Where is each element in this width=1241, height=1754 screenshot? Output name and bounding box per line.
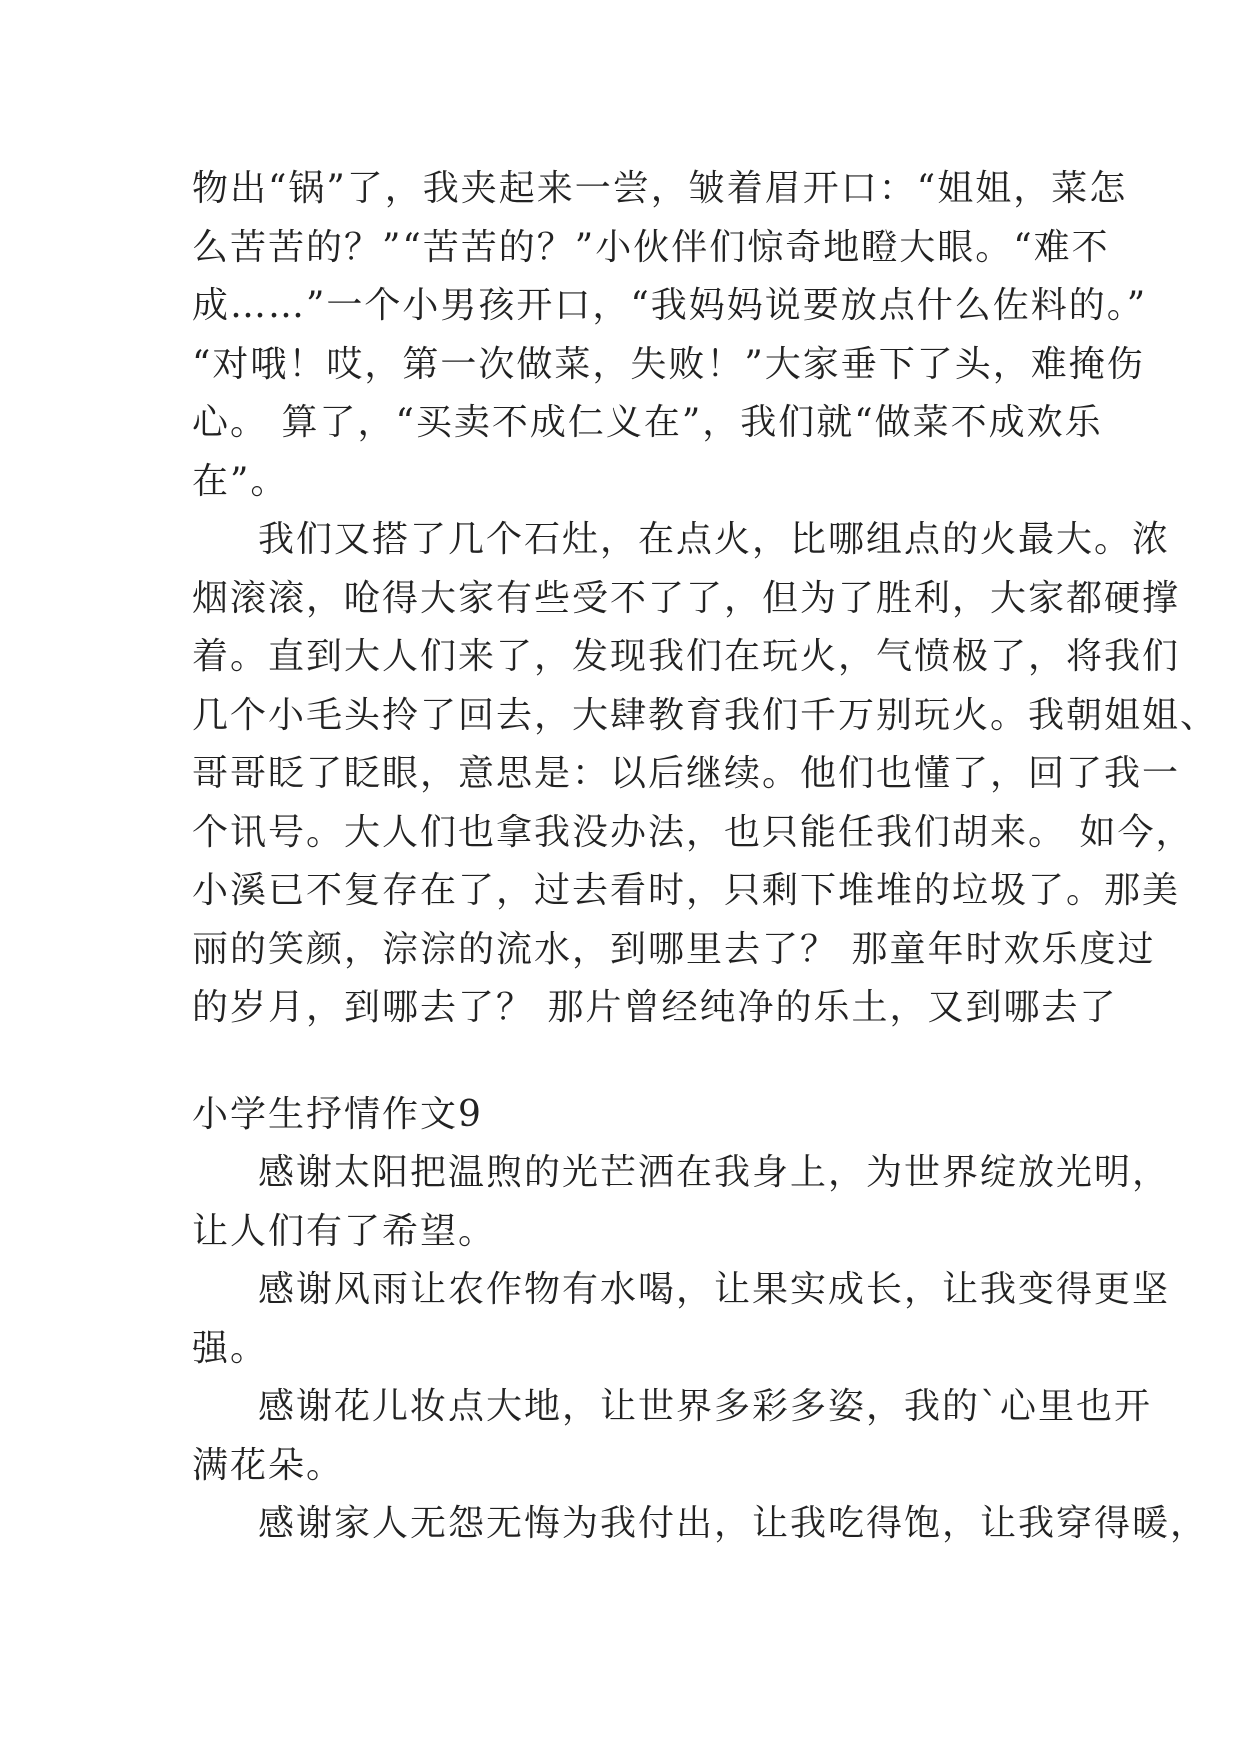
text-line: 让人们有了希望。 <box>192 1210 497 1252</box>
text-line: 的岁月，到哪去了？ 那片曾经纯净的乐土，又到哪去了 <box>192 987 1118 1028</box>
text-line: 着。直到大人们来了，发现我们在玩火，气愤极了，将我们 <box>192 636 1181 677</box>
text-line: 丽的笑颜，淙淙的流水，到哪里去了？ 那童年时欢乐度过 <box>192 928 1156 970</box>
text-line: 么苦苦的？”“苦苦的？”小伙伴们惊奇地瞪大眼。“难不 <box>192 226 1110 268</box>
text-line: 小溪已不复存在了，过去看时，只剩下堆堆的垃圾了。那美 <box>192 870 1181 911</box>
text-line: “对哦！哎，第一次做菜，失败！”大家垂下了头，难掩伤 <box>192 343 1145 385</box>
section-title: 小学生抒情作文9 <box>192 1093 483 1135</box>
text-line: 心。 算了，“买卖不成仁义在”，我们就“做菜不成欢乐 <box>192 402 1103 443</box>
text-line: 满花朵。 <box>192 1444 345 1486</box>
text-line: 感谢风雨让农作物有水喝，让果实成长，让我变得更坚 <box>258 1269 1171 1310</box>
text-line: 成……”一个小男孩开口，“我妈妈说要放点什么佐料的。” <box>192 285 1148 326</box>
text-line: 哥哥眨了眨眼，意思是：以后继续。他们也懂了，回了我一 <box>192 753 1181 794</box>
paragraph <box>192 1261 1171 1378</box>
text-line: 几个小毛头拎了回去，大肆教育我们千万别玩火。我朝姐姐、 <box>192 694 1219 736</box>
document-body <box>192 160 1219 1554</box>
paragraph <box>192 1378 1153 1495</box>
text-line: 在”。 <box>192 460 289 502</box>
text-line: 强。 <box>192 1327 269 1369</box>
text-line: 感谢家人无怨无悔为我付出，让我吃得饱，让我穿得暖， <box>258 1503 1209 1544</box>
section-spacer <box>192 1038 1052 1086</box>
text-line: 感谢太阳把温煦的光芒洒在我身上，为世界绽放光明， <box>258 1152 1171 1193</box>
paragraph <box>192 1495 1209 1554</box>
text-line: 个讯号。大人们也拿我没办法，也只能任我们胡来。 如今， <box>192 811 1194 853</box>
text-line: 烟滚滚，呛得大家有些受不了了，但为了胜利，大家都硬撑 <box>192 577 1181 619</box>
paragraph <box>192 160 1148 511</box>
text-line: 我们又搭了几个石灶，在点火，比哪组点的火最大。浓 <box>258 519 1171 560</box>
text-line: 物出“锅”了，我夹起来一尝，皱着眉开口：“姐姐，菜怎 <box>192 168 1128 209</box>
text-line: 感谢花儿妆点大地，让世界多彩多姿，我的`心里也开 <box>258 1386 1153 1427</box>
paragraph <box>192 511 1219 1038</box>
paragraph <box>192 1144 1171 1261</box>
